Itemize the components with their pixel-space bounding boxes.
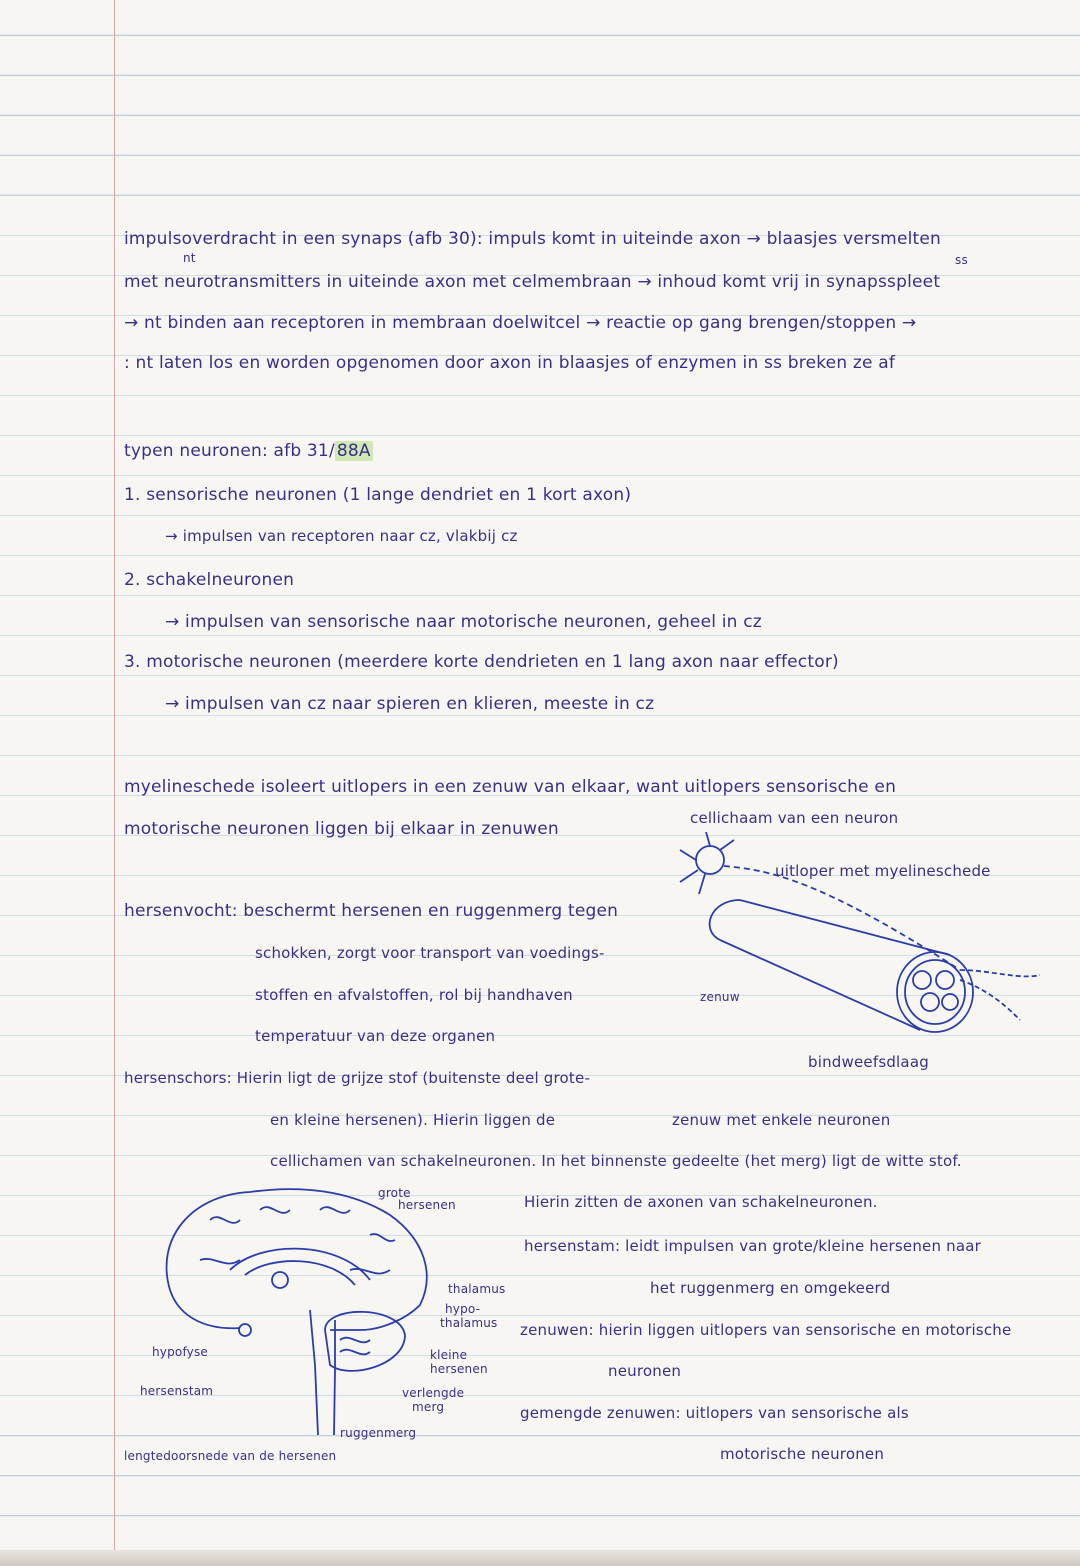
label-hypo: hypo-	[445, 1302, 481, 1316]
synaps-line-1: impulsoverdracht in een synaps (afb 30): impuls komt in uiteinde axon → blaasjes versmelten	[124, 229, 942, 249]
label-hypo-2: thalamus	[440, 1316, 498, 1330]
nerve-drawing	[660, 830, 1060, 1060]
zenuwen-line-1: zenuwen: hierin liggen uitlopers van sensorische en motorische	[520, 1321, 1012, 1339]
zenuwen-line-3: gemengde zenuwen: uitlopers van sensorische als	[520, 1404, 909, 1422]
typen-heading: typen neuronen: afb 31/ 88A	[124, 441, 371, 461]
label-grote-2: hersenen	[398, 1198, 456, 1212]
typen-item-1-sub: → impulsen van receptoren naar cz, vlakbij cz	[165, 527, 518, 545]
myeline-line-1: myelineschede isoleert uitlopers in een zenuw van elkaar, want uitlopers sensorische en	[124, 777, 897, 797]
label-kleine: kleine	[430, 1348, 468, 1362]
synaps-line-4: : nt laten los en worden opgenomen door axon in blaasjes of enzymen in ss breken ze af	[124, 353, 896, 373]
hersenvocht-line-4: temperatuur van deze organen	[255, 1027, 496, 1045]
nt-mark: nt	[183, 251, 196, 265]
zenuwen-line-2: neuronen	[608, 1362, 682, 1380]
typen-item-2-sub: → impulsen van sensorische naar motorische neuronen, geheel in cz	[165, 612, 762, 632]
typen-item-1: 1. sensorische neuronen (1 lange dendriet en 1 kort axon)	[124, 485, 632, 505]
hersenstam-line-1: hersenstam: leidt impulsen van grote/kleine hersenen naar	[524, 1237, 982, 1255]
label-hypofyse: hypofyse	[152, 1345, 209, 1359]
label-ruggenmerg: ruggenmerg	[340, 1426, 417, 1440]
typen-item-2: 2. schakelneuronen	[124, 570, 295, 590]
synaps-line-2: met neurotransmitters in uiteinde axon met celmembraan → inhoud komt vrij in synapsspleet	[124, 272, 941, 292]
label-verlengde: verlengde	[402, 1386, 465, 1400]
hersenschors-line-4: Hierin zitten de axonen van schakelneuronen.	[524, 1193, 878, 1211]
zenuwen-line-4: motorische neuronen	[720, 1445, 885, 1463]
label-zenuw: zenuw	[700, 990, 740, 1004]
label-uitloper: uitloper met myelineschede	[775, 862, 991, 880]
typen-item-3: 3. motorische neuronen (meerdere korte dendrieten en 1 lang axon naar effector)	[124, 652, 839, 672]
label-hersenstam: hersenstam	[140, 1384, 214, 1398]
ss-mark: ss	[955, 253, 968, 267]
label-cellichaam: cellichaam van een neuron	[690, 809, 899, 827]
hersenvocht-line-3: stoffen en afvalstoffen, rol bij handhaven	[255, 986, 573, 1004]
highlighted-ref: 88A	[336, 441, 371, 461]
myeline-line-2: motorische neuronen liggen bij elkaar in zenuwen	[124, 819, 559, 839]
hersenschors-line-3: cellichamen van schakelneuronen. In het binnenste gedeelte (het merg) ligt de witte stof.	[270, 1152, 962, 1170]
label-kleine-2: hersenen	[430, 1362, 488, 1376]
nerve-caption: zenuw met enkele neuronen	[672, 1111, 891, 1129]
hersenvocht-line-2: schokken, zorgt voor transport van voedings-	[255, 944, 605, 962]
page-bottom-edge	[0, 1550, 1080, 1566]
hersenvocht-line-1: hersenvocht: beschermt hersenen en ruggenmerg tegen	[124, 901, 619, 921]
brain-drawing	[150, 1180, 450, 1440]
synaps-line-3: → nt binden aan receptoren in membraan doelwitcel → reactie op gang brengen/stoppen →	[124, 313, 917, 333]
brain-caption: lengtedoorsnede van de hersenen	[124, 1449, 337, 1463]
label-verlengde-2: merg	[412, 1400, 445, 1414]
typen-item-3-sub: → impulsen van cz naar spieren en klieren, meeste in cz	[165, 694, 655, 714]
label-bindweefsel: bindweefsdlaag	[808, 1053, 929, 1071]
label-thalamus: thalamus	[448, 1282, 506, 1296]
hersenschors-line-2: en kleine hersenen). Hierin liggen de	[270, 1111, 556, 1129]
hersenschors-line-1: hersenschors: Hierin ligt de grijze stof (buitenste deel grote-	[124, 1069, 591, 1087]
margin-line	[114, 0, 115, 1566]
label-grote: grote	[378, 1186, 411, 1200]
hersenstam-line-2: het ruggenmerg en omgekeerd	[650, 1279, 891, 1297]
